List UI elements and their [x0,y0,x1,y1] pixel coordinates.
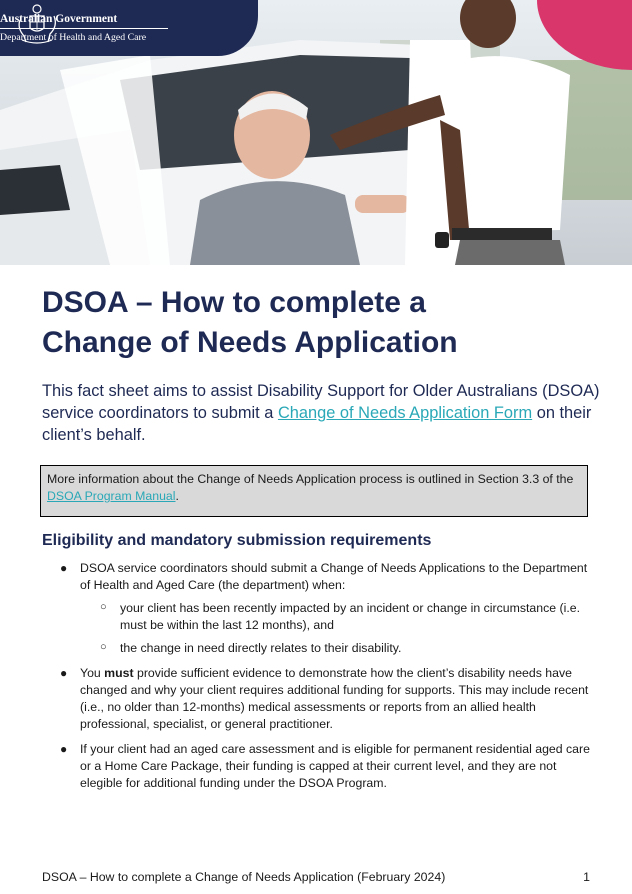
intro-paragraph [42,380,602,446]
list-item [60,560,590,657]
change-of-needs-form-link[interactable]: Change of Needs Application Form [277,404,533,422]
info-box [40,465,588,517]
sub-bullet-2-text: the change in need directly relates to their disability. [120,641,402,655]
bullet-3-text: If your client had an aged care assessment and is eligible for permanent residential aged care or a Home Care Package, their funding is capped at their current level, and they are not elegible for additional funding under the DSOA Program. [80,742,590,790]
list-item [60,741,590,792]
sub-list-item [80,600,590,634]
coat-of-arms-icon [14,0,60,46]
sub-list [80,600,590,657]
bullet-2-emphasis: must [104,666,134,680]
footer-text: DSOA – How to complete a Change of Needs Application (February 2024) [42,870,446,884]
info-text-after: . [175,489,179,503]
page-footer [42,870,590,884]
bullet-2-text-after: provide sufficient evidence to demonstrate how the client’s disability needs have changed and why your client requires additional funding for supports. This may include recent (i.e., no older than 12-months) medical assessments or reports from an allied health professional, specialist, or general practitioner. [80,666,589,731]
page-title [42,283,602,363]
bullet-icon: ● [60,561,68,575]
government-logo [0,0,258,56]
bullet-1-text: DSOA service coordinators should submit a Change of Needs Applications to the Department of Health and Aged Care (the department) when: [80,561,588,592]
requirements-list [60,560,590,800]
bullet-2-text-before: You [80,666,105,680]
sub-bullet-1-text: your client has been recently impacted by an incident or change in circumstance (i.e. must be within the last 12 months), and [120,601,581,632]
section-heading: Eligibility and mandatory submission requirements [42,532,432,549]
intro-text-before: This fact sheet aims to assist Disability Support for Older Australians (DSOA) service coordinators to submit a [42,382,600,422]
program-manual-link[interactable]: DSOA Program Manual [47,489,176,503]
hero-photo [0,0,632,265]
title-line-1: DSOA – How to complete a [42,286,426,319]
bullet-icon: ● [60,742,68,756]
list-item [60,665,590,733]
intro-text-after: on their client’s behalf. [42,404,592,444]
department-name: Department of Health and Aged Care [0,32,147,43]
info-text-before: More information about the Change of Needs Application process is outlined in Section 3.3 of the [47,472,574,486]
circle-bullet-icon: ○ [100,641,107,653]
circle-bullet-icon: ○ [100,601,107,613]
bullet-icon: ● [60,666,68,680]
title-line-2: Change of Needs Application [42,326,458,359]
page-number: 1 [583,870,590,884]
sub-list-item [80,640,590,657]
government-name: Australian Government [0,13,168,29]
